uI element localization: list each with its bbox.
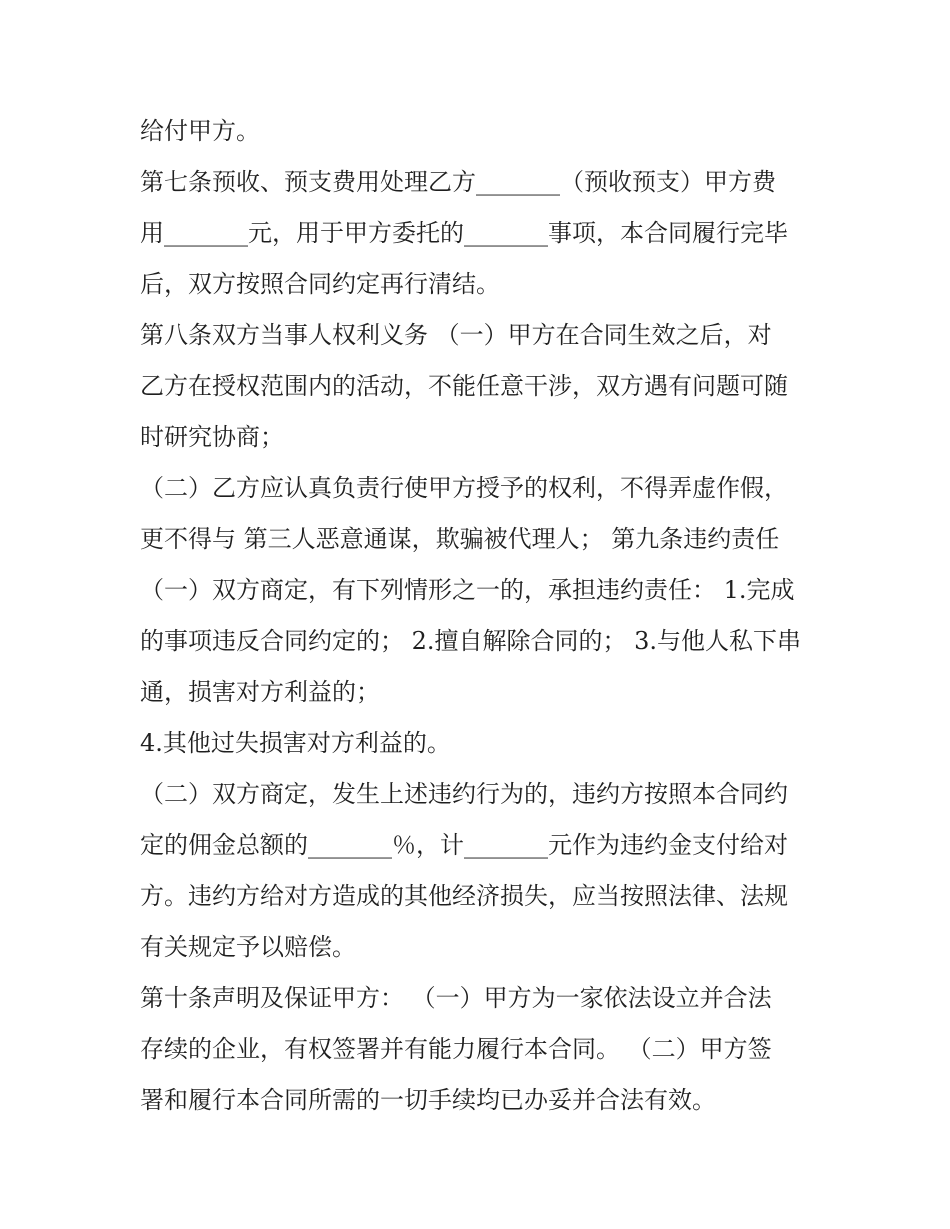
text-line: 4.其他过失损害对方利益的。: [140, 729, 451, 757]
text-line: （二）双方商定，发生上述违约行为的，违约方按照本合同约: [140, 780, 788, 808]
text-line: 第八条双方当事人权利义务 （一）甲方在合同生效之后，对: [140, 321, 772, 349]
text-line: 用_______元，用于甲方委托的_______事项，本合同履行完毕: [140, 219, 788, 247]
text-line: 后，双方按照合同约定再行清结。: [140, 270, 500, 298]
text-line: 存续的企业，有权签署并有能力履行本合同。 （二）甲方签: [140, 1035, 772, 1063]
text-line: 署和履行本合同所需的一切手续均已办妥并合法有效。: [140, 1086, 716, 1114]
text-line: 时研究协商；: [140, 423, 284, 451]
text-line: （二）乙方应认真负责行使甲方授予的权利，不得弄虚作假，: [140, 474, 788, 502]
text-line: 第七条预收、预支费用处理乙方_______（预收预支）甲方费: [140, 168, 776, 196]
text-line: 给付甲方。: [140, 117, 260, 145]
text-line: 的事项违反合同约定的； 2.擅自解除合同的； 3.与他人私下串: [140, 627, 802, 655]
text-line: 有关规定予以赔偿。: [140, 933, 356, 961]
text-line: 乙方在授权范围内的活动，不能任意干涉，双方遇有问题可随: [140, 372, 788, 400]
text-line: 通，损害对方利益的；: [140, 678, 380, 706]
text-line: 方。违约方给对方造成的其他经济损失，应当按照法律、法规: [140, 882, 788, 910]
text-line: 第十条声明及保证甲方： （一）甲方为一家依法设立并合法: [140, 984, 772, 1012]
text-line: 更不得与 第三人恶意通谋，欺骗被代理人； 第九条违约责任: [140, 525, 780, 553]
text-line: （一）双方商定，有下列情形之一的，承担违约责任： 1.完成: [140, 576, 795, 604]
document-body: [140, 106, 820, 1126]
text-line: 定的佣金总额的_______％，计_______元作为违约金支付给对: [140, 831, 788, 859]
